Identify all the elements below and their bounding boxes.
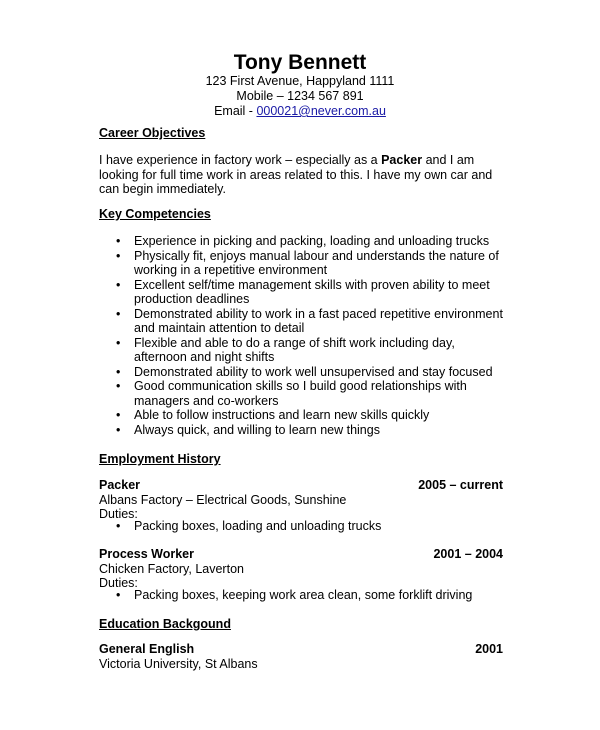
list-item: • Physically fit, enjoys manual labour and understands the nature of working in a repetitive environment: [99, 249, 509, 278]
career-text-start: I have experience in factory work – especially as a: [99, 153, 382, 167]
list-item: • Flexible and able to do a range of shift work including day, afternoon and night shifts: [99, 336, 509, 365]
email-link[interactable]: 000021@never.com.au: [256, 104, 386, 118]
career-objectives-heading: Career Objectives: [99, 126, 206, 140]
list-item: • Excellent self/time management skills with proven ability to meet production deadlines: [99, 278, 509, 307]
mobile-line: Mobile – 1234 567 891: [236, 89, 364, 103]
job-employer: Chicken Factory, Laverton: [99, 561, 244, 576]
job-dates: 2005 – current: [418, 478, 503, 492]
job-employer: Albans Factory – Electrical Goods, Sunshine: [99, 492, 347, 507]
career-objectives-text: [99, 153, 509, 197]
address-line: 123 First Avenue, Happyland 1111: [205, 74, 395, 88]
job-title: Packer: [99, 478, 141, 492]
list-item: • Demonstrated ability to work well unsupervised and stay focused: [99, 365, 509, 380]
duties-list-packer: [99, 519, 509, 534]
course-name: General English: [99, 642, 195, 656]
job-entry-process-worker: [99, 547, 503, 591]
employment-history-heading: Employment History: [99, 452, 221, 466]
candidate-name: Tony Bennett: [233, 51, 367, 74]
job-dates: 2001 – 2004: [433, 547, 503, 561]
list-item: • Always quick, and willing to learn new things: [99, 423, 509, 438]
key-competencies-heading: Key Competencies: [99, 207, 211, 221]
duties-label: Duties:: [99, 507, 138, 521]
competencies-list: [99, 234, 509, 437]
list-item: • Experience in picking and packing, loading and unloading trucks: [99, 234, 509, 249]
course-year: 2001: [475, 642, 503, 656]
institution: Victoria University, St Albans: [99, 656, 258, 671]
resume-header: [0, 52, 600, 119]
list-item: • Demonstrated ability to work in a fast paced repetitive environment and maintain attention to detail: [99, 307, 509, 336]
education-heading: Education Backgound: [99, 617, 231, 631]
education-entry: [99, 642, 503, 671]
list-item: • Good communication skills so I build good relationships with managers and co-workers: [99, 379, 509, 408]
list-item: • Able to follow instructions and learn new skills quickly: [99, 408, 509, 423]
list-item: • Packing boxes, keeping work area clean, some forklift driving: [99, 588, 509, 603]
job-title: Process Worker: [99, 547, 194, 561]
duties-list-process-worker: [99, 588, 509, 603]
job-entry-packer: [99, 478, 503, 522]
duties-label: Duties:: [99, 576, 138, 590]
career-highlight: Packer: [381, 153, 423, 167]
career-text-end: and I am looking for full time work in areas related to this. I have my own car and can begin immediately.: [99, 153, 493, 196]
email-line: [0, 104, 600, 119]
list-item: • Packing boxes, loading and unloading trucks: [99, 519, 509, 534]
email-label: Email -: [214, 104, 257, 118]
